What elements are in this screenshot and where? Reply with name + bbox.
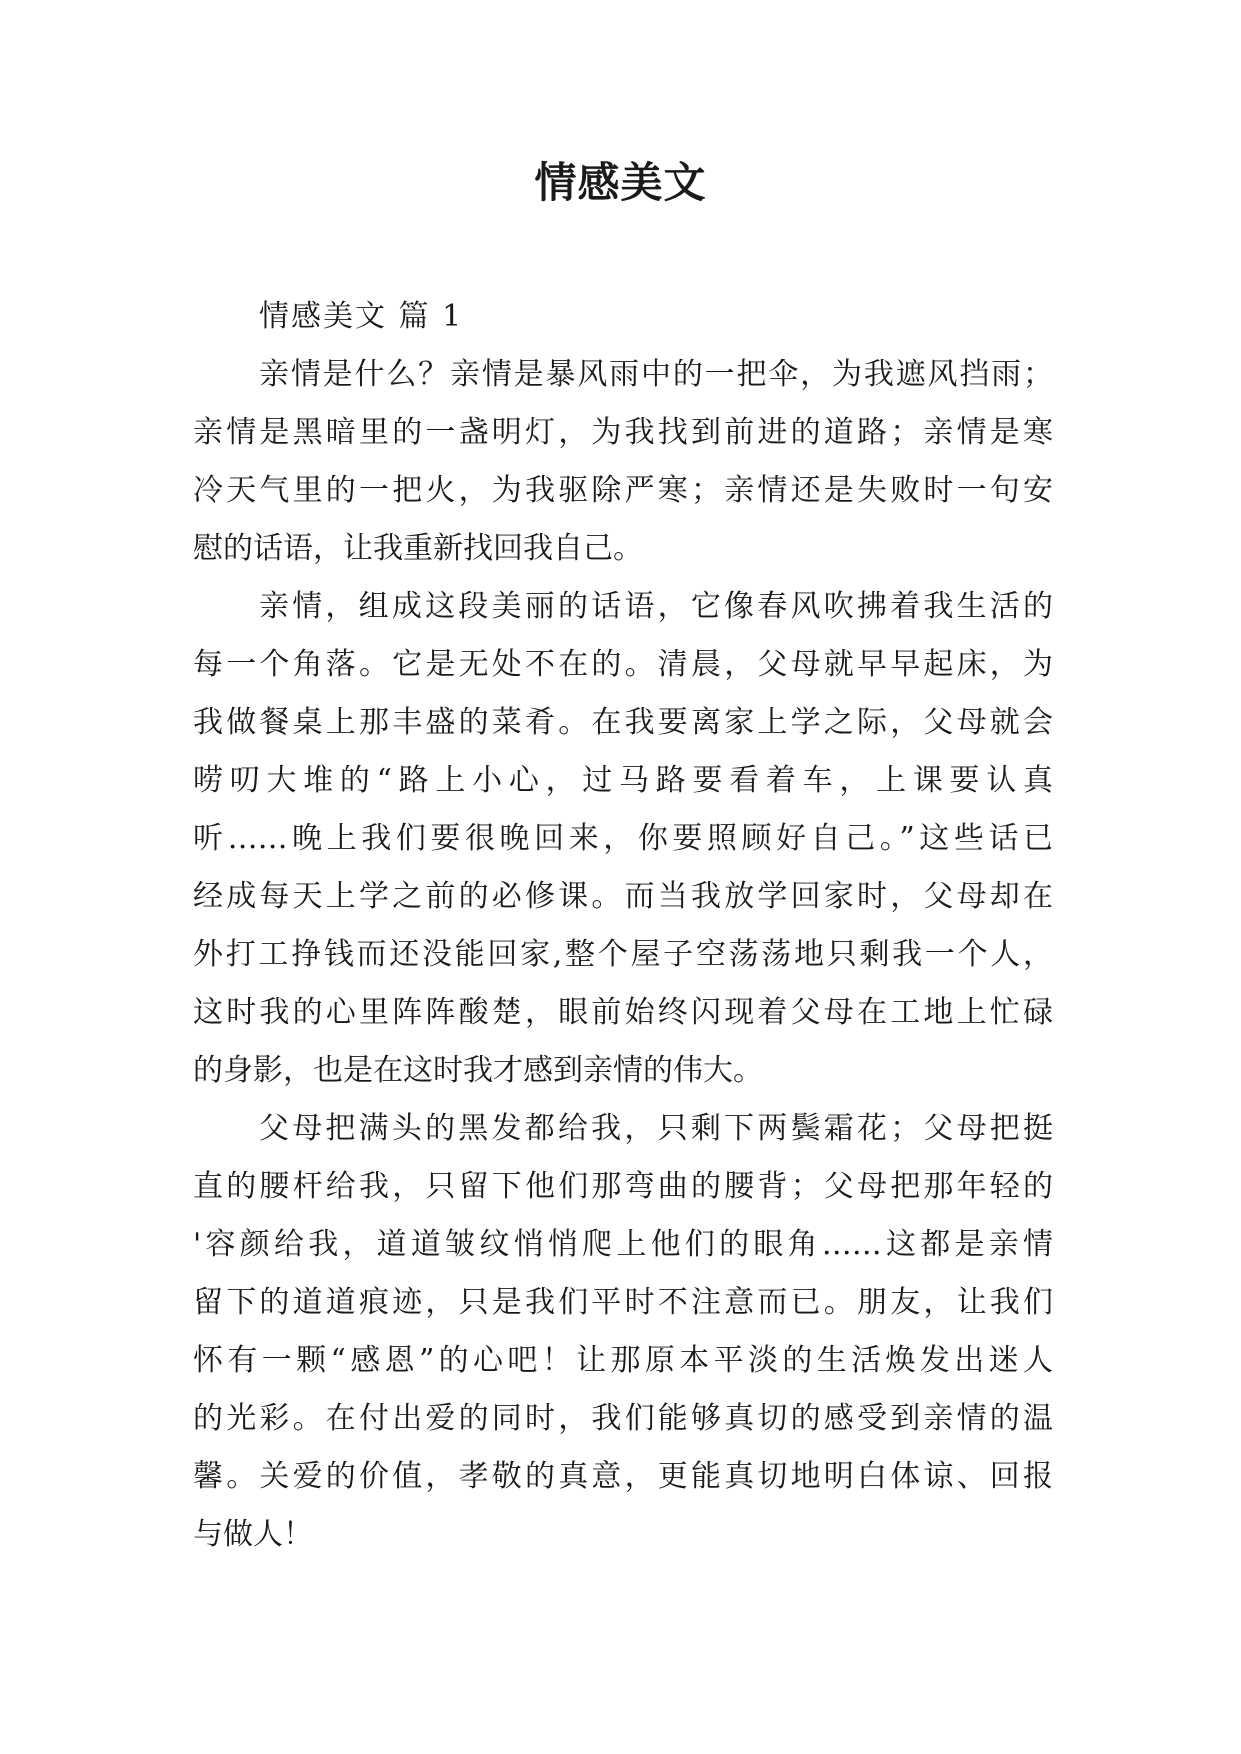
document-title: 情感美文 <box>534 158 707 207</box>
paragraph-2-line-1: 亲情，组成这段美丽的话语，它像春风吹拂着我生活的 <box>259 589 1053 624</box>
paragraph-2-line-3: 我做餐桌上那丰盛的菜肴。在我要离家上学之际，父母就会 <box>193 705 1053 740</box>
paragraph-2-line-2: 每一个角落。它是无处不在的。清晨，父母就早早起床，为 <box>193 647 1053 682</box>
paragraph-3-line-1: 父母把满头的黑发都给我，只剩下两鬓霜花；父母把挺 <box>259 1111 1053 1146</box>
paragraph-2-line-5: 听……晚上我们要很晚回来，你要照顾好自己。”这些话已 <box>193 821 1053 856</box>
paragraph-3-line-4: 留下的道道痕迹，只是我们平时不注意而已。朋友，让我们 <box>193 1285 1053 1320</box>
paragraph-3-line-6: 的光彩。在付出爱的同时，我们能够真切的感受到亲情的温 <box>193 1401 1053 1436</box>
paragraph-2-line-9: 的身影，也是在这时我才感到亲情的伟大。 <box>193 1053 763 1088</box>
document-body <box>193 288 1053 1564</box>
paragraph-1-line-1: 亲情是什么？亲情是暴风雨中的一把伞，为我遮风挡雨； <box>259 357 1053 392</box>
paragraph-1-line-4: 慰的话语，让我重新找回我自己。 <box>193 531 643 566</box>
paragraph-3-line-5: 怀有一颗“感恩”的心吧！让那原本平淡的生活焕发出迷人 <box>193 1343 1053 1378</box>
paragraph-2-line-8: 这时我的心里阵阵酸楚，眼前始终闪现着父母在工地上忙碌 <box>193 995 1053 1030</box>
paragraph-1-line-2: 亲情是黑暗里的一盏明灯，为我找到前进的道路；亲情是寒 <box>193 415 1053 450</box>
paragraph-2-line-6: 经成每天上学之前的必修课。而当我放学回家时，父母却在 <box>193 879 1053 914</box>
paragraph-3-line-3: '容颜给我，道道皱纹悄悄爬上他们的眼角……这都是亲情 <box>193 1227 1053 1262</box>
paragraph-1-line-3: 冷天气里的一把火，为我驱除严寒；亲情还是失败时一句安 <box>193 473 1053 508</box>
paragraph-2-line-4: 唠叨大堆的“路上小心，过马路要看着车，上课要认真 <box>193 763 1053 798</box>
paragraph-3-line-8: 与做人！ <box>193 1517 313 1552</box>
paragraph-3-line-7: 馨。关爱的价值，孝敬的真意，更能真切地明白体谅、回报 <box>193 1459 1053 1494</box>
paragraph-3-line-2: 直的腰杆给我，只留下他们那弯曲的腰背；父母把那年轻的 <box>193 1169 1053 1204</box>
section-heading: 情感美文 篇 1 <box>259 299 464 334</box>
paragraph-2-line-7: 外打工挣钱而还没能回家,整个屋子空荡荡地只剩我一个人， <box>193 937 1053 972</box>
